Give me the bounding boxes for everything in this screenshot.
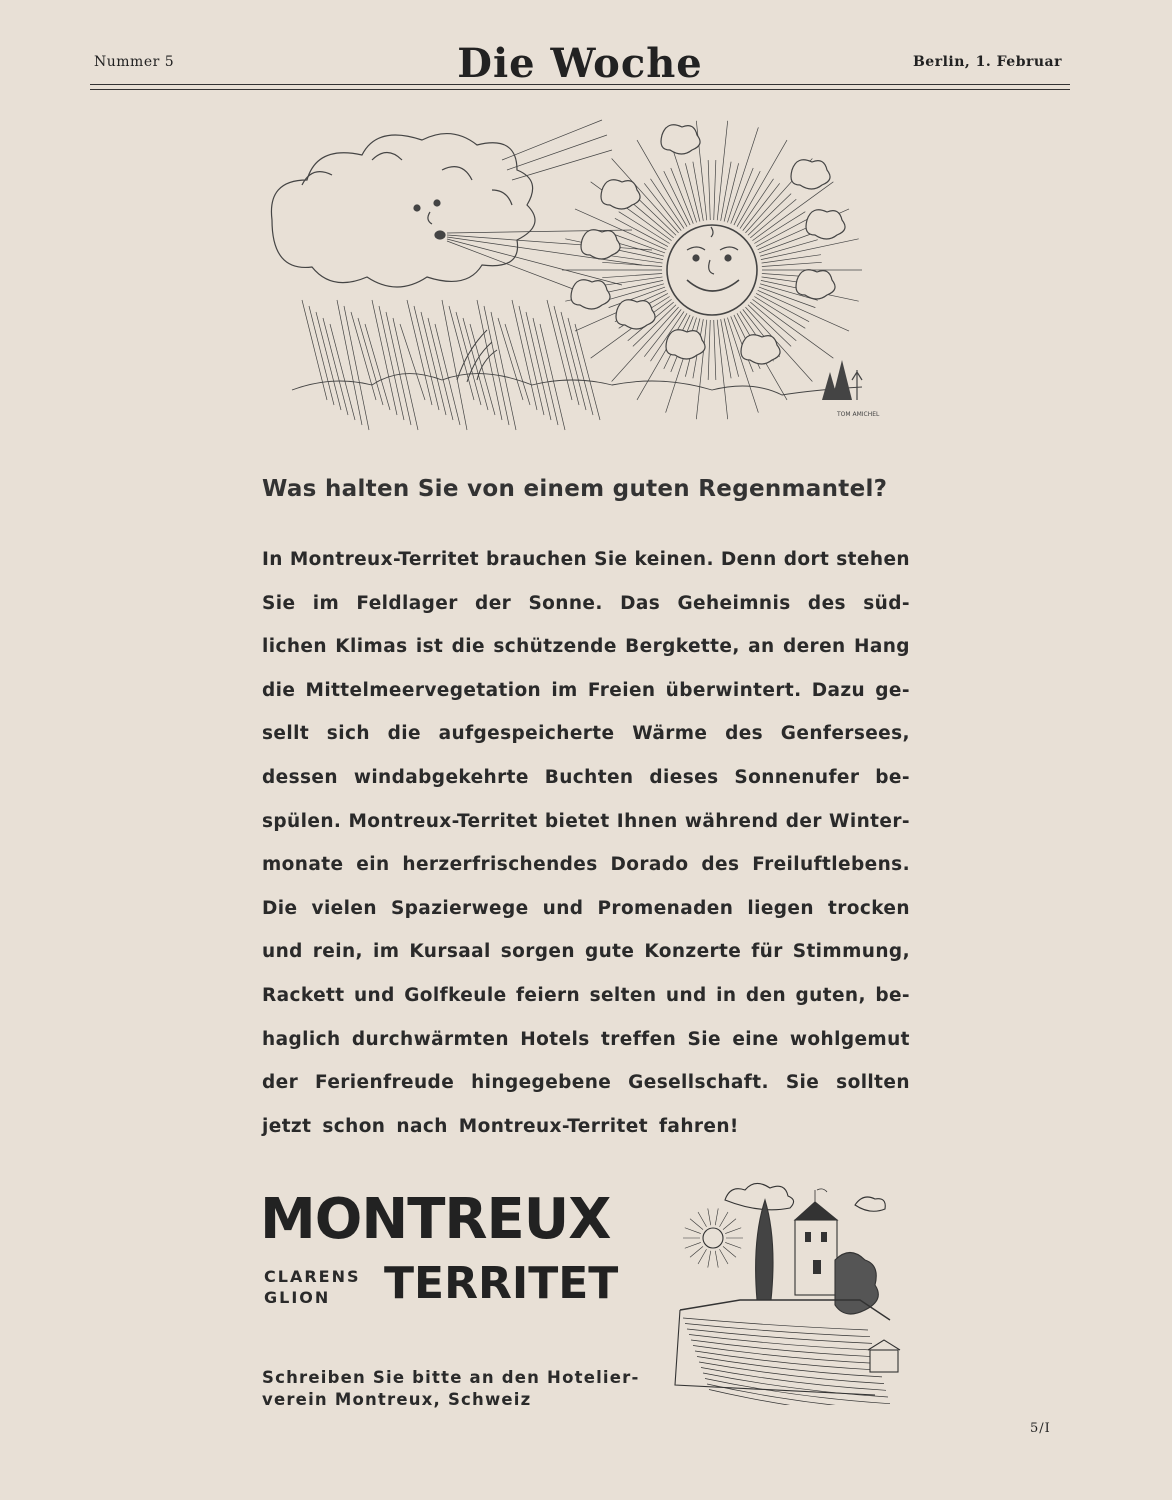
brand-territet: TERRITET: [384, 1258, 619, 1309]
contact-line-2: verein Montreux, Schweiz: [262, 1390, 532, 1409]
newspaper-title: Die Woche: [457, 40, 703, 87]
contact-note: [262, 1367, 640, 1411]
issue-number: Nummer 5: [94, 54, 175, 70]
brand-clarens: CLARENS: [264, 1267, 361, 1286]
body-line: lichen Klimas ist die schützende Bergkette, an deren Hang: [262, 636, 910, 658]
page-number: 5/I: [1030, 1421, 1051, 1436]
brand-montreux: MONTREUX: [260, 1187, 611, 1252]
headline: Was halten Sie von einem guten Regenmantel?: [262, 476, 888, 502]
body-line: Die vielen Spazierwege und Promenaden liegen trocken: [262, 897, 910, 919]
body-line: haglich durchwärmten Hotels treffen Sie eine wohlgemut: [262, 1028, 910, 1050]
body-text: [262, 542, 910, 1152]
brand-glion: GLION: [264, 1288, 331, 1307]
contact-line-1: Schreiben Sie bitte an den Hotelier-: [262, 1368, 640, 1387]
masthead-rule-top: [90, 84, 1070, 85]
body-line: jetzt schon nach Montreux-Territet fahren!: [262, 1115, 739, 1137]
body-line: Sie im Feldlager der Sonne. Das Geheimnis des süd-: [262, 592, 910, 614]
body-line: monate ein herzerfrischendes Dorado des Freiluftlebens.: [262, 854, 910, 876]
body-line: die Mittelmeervegetation im Freien überwintert. Dazu ge-: [262, 679, 910, 701]
castle-vineyard-illustration: [665, 1160, 910, 1405]
body-line: Rackett und Golfkeule feiern selten und in den guten, be-: [262, 984, 910, 1006]
body-line: In Montreux-Territet brauchen Sie keinen. Denn dort stehen: [262, 549, 910, 570]
brand-sublocations: [264, 1266, 360, 1308]
masthead: [90, 40, 1070, 90]
body-line: dessen windabgekehrte Buchten dieses Sonnenufer be-: [262, 766, 910, 788]
dateline: Berlin, 1. Februar: [912, 54, 1062, 70]
illustration-signature: TOM AMICHEL: [837, 411, 880, 418]
body-line: der Ferienfreude hingegebene Gesellschaft. Sie sollten: [262, 1072, 910, 1094]
body-line: und rein, im Kursaal sorgen gute Konzerte für Stimmung,: [262, 941, 910, 963]
body-line: spülen. Montreux-Territet bietet Ihnen während der Winter-: [262, 810, 910, 832]
masthead-rule-bottom: [90, 89, 1070, 90]
sun-and-wind-illustration: [262, 100, 912, 440]
body-line: sellt sich die aufgespeicherte Wärme des Genfersees,: [262, 723, 910, 745]
